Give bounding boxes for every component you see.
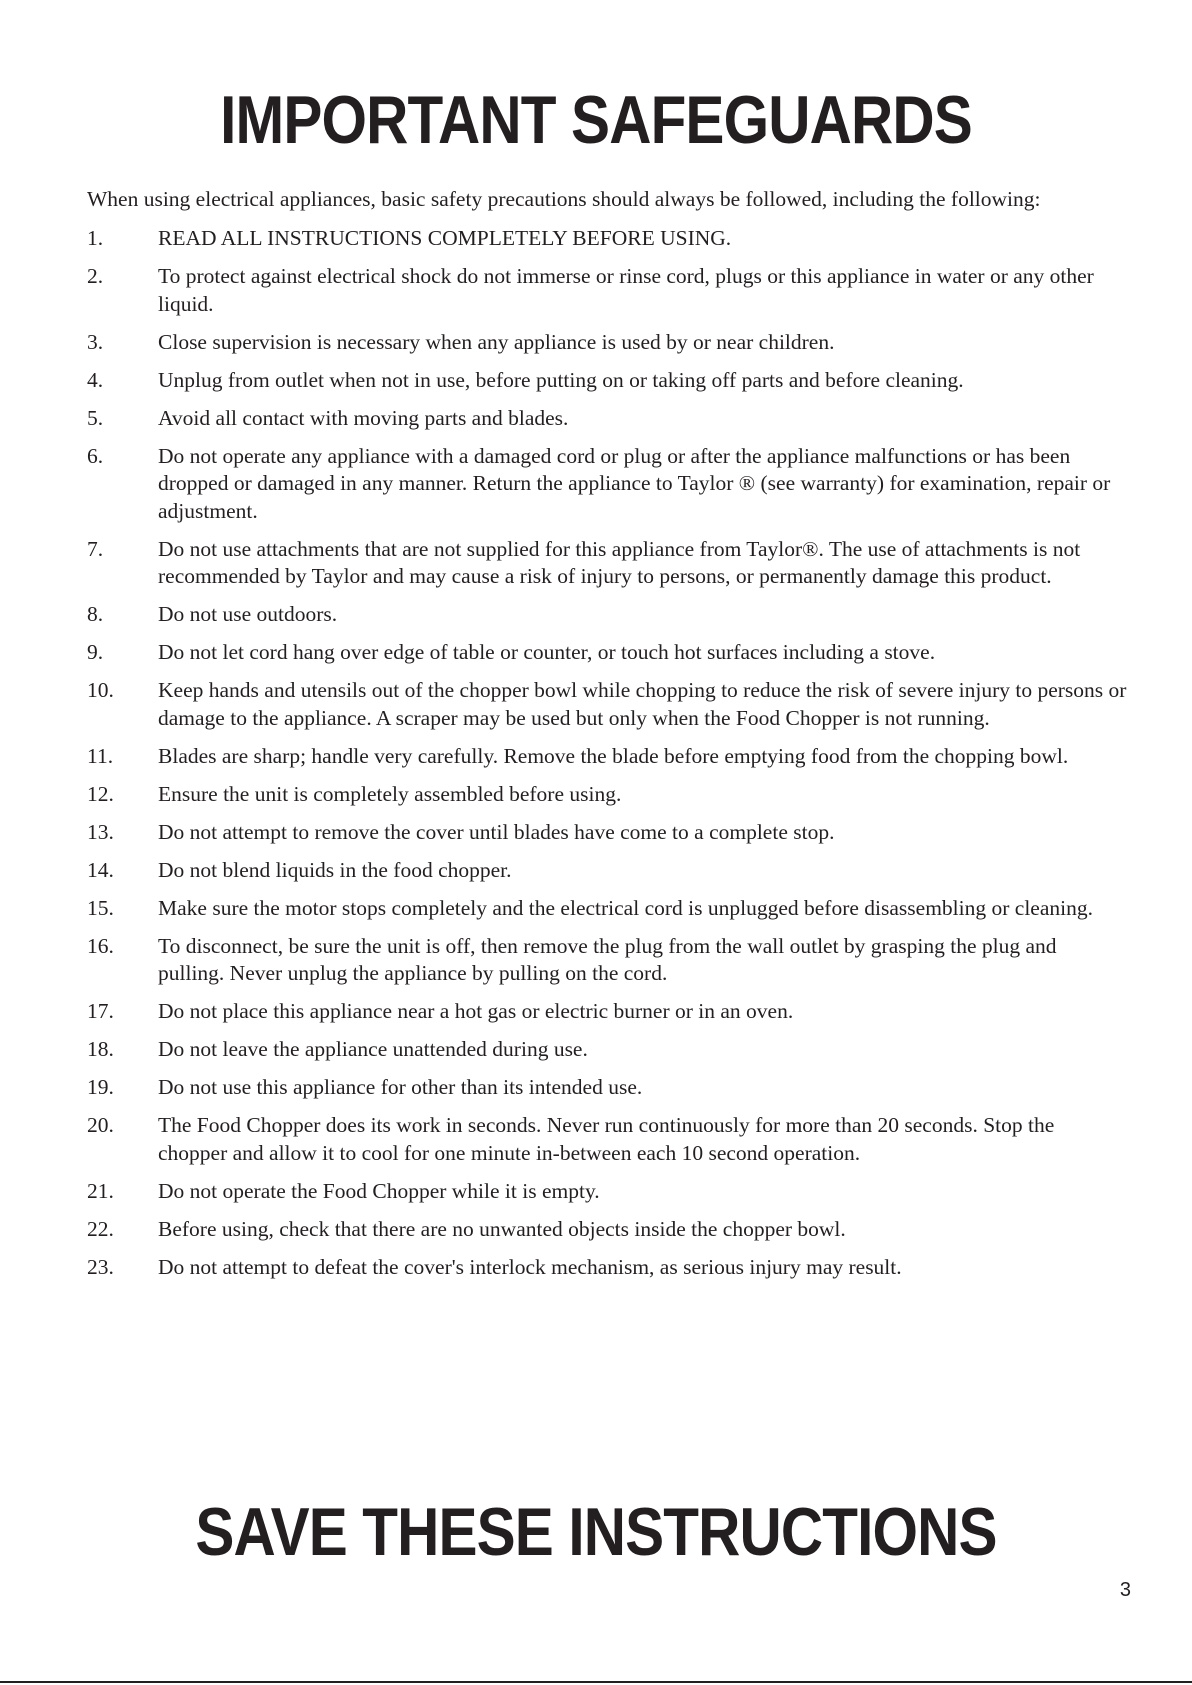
list-item (87, 639, 1127, 667)
list-item (87, 601, 1127, 629)
list-item (87, 1036, 1127, 1064)
item-text: Do not attempt to remove the cover until blades have come to a complete stop. (158, 819, 835, 844)
item-number: 3. (87, 329, 104, 354)
item-number: 14. (87, 857, 114, 882)
item-text: READ ALL INSTRUCTIONS COMPLETELY BEFORE USING. (158, 226, 732, 250)
item-number: 23. (87, 1254, 114, 1279)
list-item (87, 1216, 1127, 1244)
item-number: 15. (87, 895, 114, 920)
item-number: 18. (87, 1037, 114, 1061)
safeguard-list (87, 225, 1127, 1292)
item-text: Do not operate the Food Chopper while it is empty. (158, 1178, 600, 1203)
list-item (87, 225, 1127, 253)
list-item (87, 367, 1127, 395)
item-text: Blades are sharp; handle very carefully. Remove the blade before emptying food from the chopping bowl. (158, 743, 1069, 768)
page-title: IMPORTANT SAFEGUARDS (220, 82, 972, 158)
list-item (87, 1112, 1127, 1167)
item-text: Ensure the unit is completely assembled before using. (158, 781, 622, 806)
item-text: Keep hands and utensils out of the chopper bowl while chopping to reduce the risk of severe injury to persons or damage to the appliance. A scraper may be used but only when the Food Chopper is not running. (158, 678, 1127, 730)
list-item (87, 536, 1127, 591)
item-text: Make sure the motor stops completely and the electrical cord is unplugged before disassembling or cleaning. (158, 895, 1093, 920)
list-item (87, 677, 1127, 732)
list-item (87, 1254, 1127, 1282)
footer-heading: SAVE THESE INSTRUCTIONS (195, 1494, 997, 1570)
item-number: 13. (87, 819, 114, 844)
item-text: Do not place this appliance near a hot gas or electric burner or in an oven. (158, 999, 794, 1023)
item-number: 19. (87, 1075, 114, 1099)
item-number: 12. (87, 781, 114, 806)
item-number: 16. (87, 933, 114, 958)
item-text: Close supervision is necessary when any appliance is used by or near children. (158, 329, 835, 354)
item-number: 1. (87, 226, 104, 250)
item-number: 17. (87, 999, 114, 1023)
item-text: Before using, check that there are no unwanted objects inside the chopper bowl. (158, 1216, 846, 1241)
item-text: To protect against electrical shock do not immerse or rinse cord, plugs or this appliance in water or any other liquid. (158, 264, 1094, 316)
item-number: 2. (87, 264, 104, 288)
item-number: 20. (87, 1113, 114, 1137)
item-number: 8. (87, 602, 104, 626)
list-item (87, 895, 1127, 923)
item-text: To disconnect, be sure the unit is off, then remove the plug from the wall outlet by grasping the plug and pulling. Never unplug the appliance by pulling on the cord. (158, 933, 1057, 985)
list-item (87, 1178, 1127, 1206)
item-text: Do not operate any appliance with a damaged cord or plug or after the appliance malfunctions or has been dropped or damaged in any manner. Return the appliance to Taylor ® (see warranty) for examination, repair or adjustment. (158, 443, 1111, 523)
item-number: 6. (87, 443, 104, 468)
item-number: 9. (87, 640, 104, 664)
list-item (87, 1074, 1127, 1102)
list-item (87, 405, 1127, 433)
bottom-rule (0, 1681, 1192, 1683)
item-text: The Food Chopper does its work in seconds. Never run continuously for more than 20 seconds. Stop the chopper and allow it to cool for one minute in-between each 10 second operation. (158, 1113, 1055, 1165)
item-number: 4. (87, 367, 104, 392)
item-text: Do not use attachments that are not supplied for this appliance from Taylor®. The use of attachments is not recommended by Taylor and may cause a risk of injury to persons, or permanently damage this product. (158, 536, 1081, 588)
item-number: 7. (87, 536, 104, 561)
intro-paragraph: When using electrical appliances, basic safety precautions should always be followed, including the following: (87, 187, 1041, 211)
list-item (87, 933, 1127, 988)
item-text: Do not attempt to defeat the cover's interlock mechanism, as serious injury may result. (158, 1254, 902, 1279)
list-item (87, 329, 1127, 357)
item-text: Unplug from outlet when not in use, before putting on or taking off parts and before cleaning. (158, 367, 964, 392)
item-text: Avoid all contact with moving parts and blades. (158, 405, 569, 430)
item-text: Do not use this appliance for other than its intended use. (158, 1075, 643, 1099)
list-item (87, 743, 1127, 771)
item-number: 5. (87, 405, 104, 430)
list-item (87, 443, 1127, 526)
list-item (87, 781, 1127, 809)
page-number: 3 (1119, 1579, 1131, 1601)
item-number: 22. (87, 1216, 114, 1241)
item-number: 21. (87, 1178, 114, 1203)
item-text: Do not leave the appliance unattended during use. (158, 1037, 588, 1061)
item-number: 11. (87, 743, 114, 768)
list-item (87, 857, 1127, 885)
list-item (87, 998, 1127, 1026)
item-text: Do not use outdoors. (158, 602, 338, 626)
item-text: Do not let cord hang over edge of table or counter, or touch hot surfaces including a stove. (158, 640, 936, 664)
item-text: Do not blend liquids in the food chopper. (158, 857, 512, 882)
item-number: 10. (87, 678, 114, 702)
list-item (87, 263, 1127, 318)
list-item (87, 819, 1127, 847)
